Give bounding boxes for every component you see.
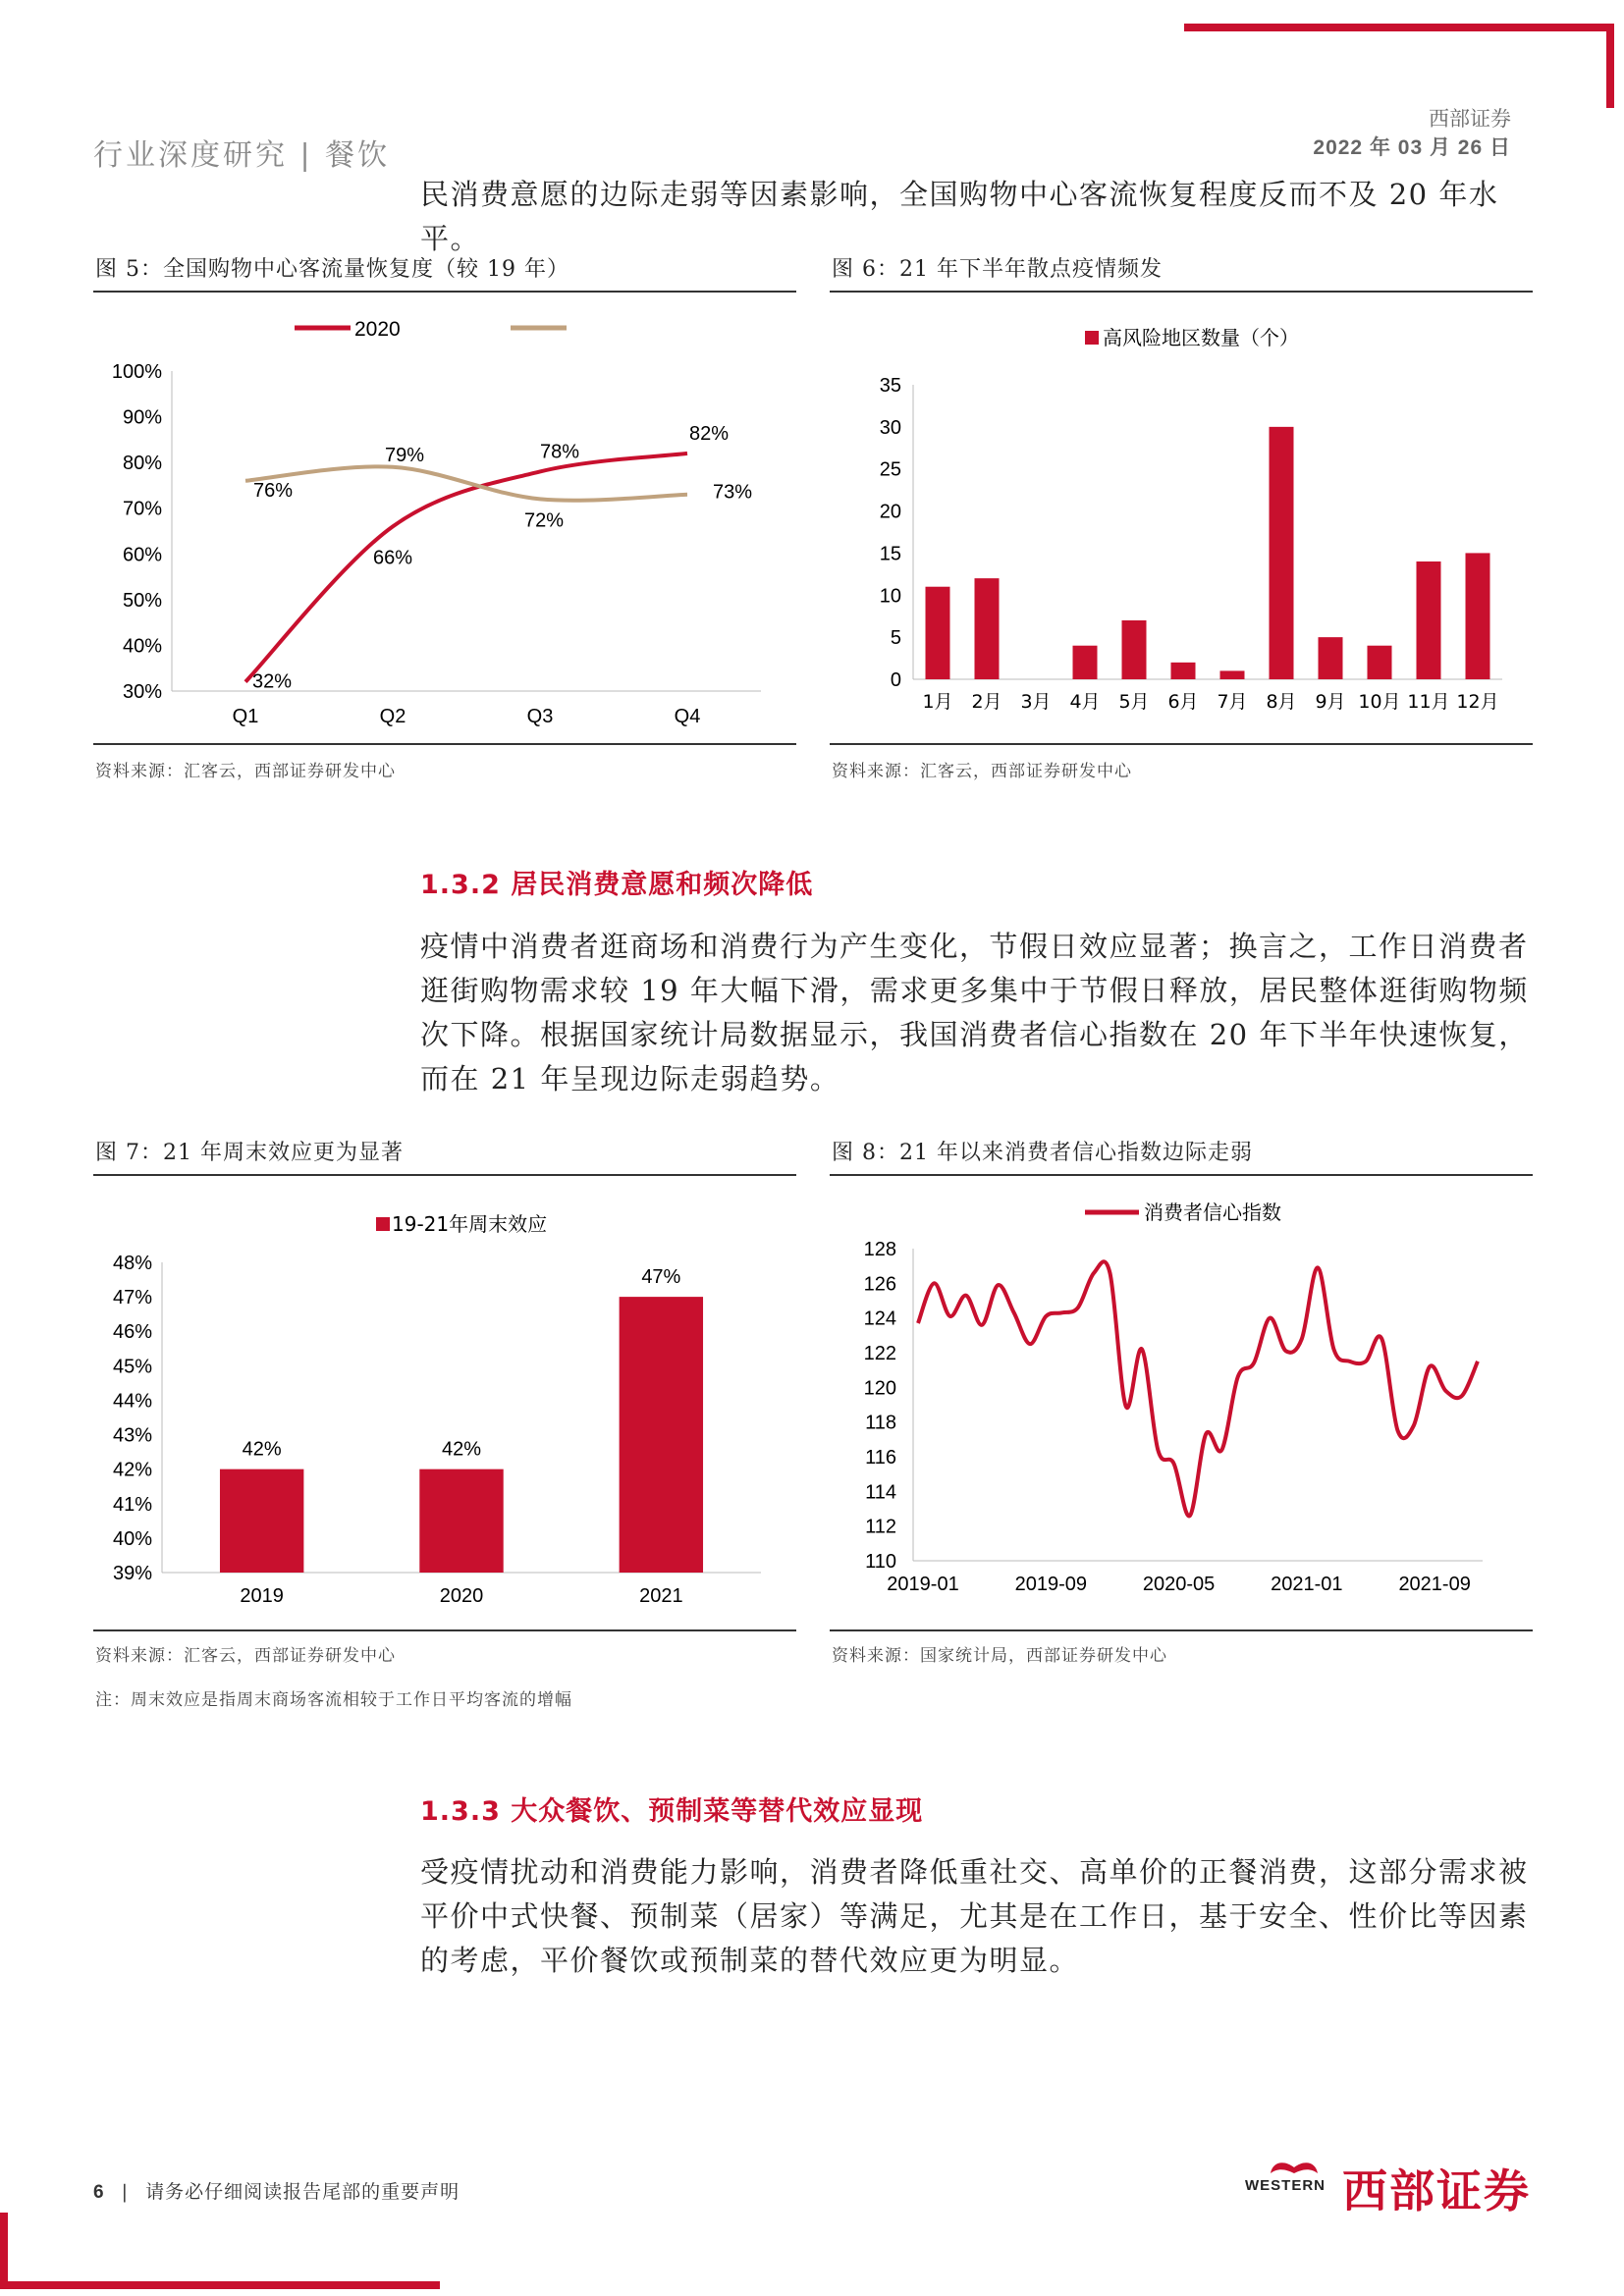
fig8-ytick-label: 114 <box>865 1481 896 1504</box>
fig5-xtick-label: Q1 <box>232 706 259 727</box>
fig5-xtick-label: Q4 <box>674 706 701 727</box>
fig6-bar <box>1417 561 1441 679</box>
fig5-series-2021-line <box>245 466 687 500</box>
fig8-xtick-label: 2021-09 <box>1398 1574 1471 1595</box>
fig8-ytick-label: 110 <box>865 1551 896 1573</box>
fig7-xtick-label: 2020 <box>439 1585 484 1607</box>
logo-cn: 西部证券 <box>1342 2164 1531 2217</box>
footer-disclaimer: 请务必仔细阅读报告尾部的重要声明 <box>145 2181 460 2203</box>
fig6-xtick-label: 6月 <box>1167 691 1199 713</box>
fig6-bar <box>1368 646 1392 679</box>
fig8-ytick-label: 112 <box>865 1516 896 1538</box>
fig7-bar <box>220 1469 303 1573</box>
fig7-ytick-label: 39% <box>112 1563 152 1584</box>
page-number: 6 <box>93 2182 105 2203</box>
fig7-ytick-label: 45% <box>112 1356 152 1378</box>
fig6-chart <box>830 294 1533 736</box>
intro-paragraph: 民消费意愿的边际走弱等因素影响，全国购物中心客流恢复程度反而不及 20 年水平。 <box>420 178 1499 255</box>
fig8-ytick-label: 122 <box>863 1343 896 1364</box>
fig6-legend <box>1085 326 1299 349</box>
fig5-data-label-2020: 78% <box>539 441 580 463</box>
fig5-data-label-2020: 66% <box>372 547 413 569</box>
fig5-chart <box>93 294 796 736</box>
fig5-ytick-label: 60% <box>122 544 162 566</box>
fig8-ytick-label: 118 <box>865 1412 896 1434</box>
fig8-legend-label: 消费者信心指数 <box>1144 1201 1281 1224</box>
fig6-xtick-label: 11月 <box>1407 691 1450 713</box>
fig6-xtick-label: 9月 <box>1315 691 1346 713</box>
fig8-top-rule <box>830 1174 1533 1176</box>
section-132-heading: 1.3.2 居民消费意愿和频次降低 <box>420 870 814 900</box>
fig7-title: 图 7：21 年周末效应更为显著 <box>95 1141 404 1165</box>
fig7-legend-label: 19-21年周末效应 <box>392 1212 548 1236</box>
fig6-top-rule <box>830 291 1533 293</box>
fig6-ytick-label: 30 <box>879 416 901 439</box>
fig6-ytick-label: 0 <box>890 669 901 691</box>
fig5-ytick-label: 30% <box>122 681 162 703</box>
fig6-xtick-label: 2月 <box>971 691 1002 713</box>
fig5-ytick-label: 40% <box>122 635 162 658</box>
fig7-legend <box>376 1212 547 1236</box>
section-133-heading: 1.3.3 大众餐饮、预制菜等替代效应显现 <box>420 1796 924 1827</box>
bottom-left-bar <box>0 2281 440 2289</box>
fig6-bar <box>1220 670 1245 679</box>
fig7-top-rule <box>93 1174 796 1176</box>
header-date: 2022 年 03 月 26 日 <box>1313 136 1511 159</box>
footer <box>93 2177 460 2204</box>
fig7-chart <box>93 1178 796 1626</box>
section-133-paragraph: 受疫情扰动和消费能力影响，消费者降低重社交、高单价的正餐消费，这部分需求被平价中式快餐、预制菜（居家）等满足，尤其是在工作日，基于安全、性价比等因素的考虑，平价餐饮或预制菜的替代效应更为明显。 <box>420 1855 1529 1977</box>
fig7-data-label: 42% <box>242 1438 282 1461</box>
fig6-xtick-label: 8月 <box>1266 691 1297 713</box>
logo-en: WESTERN <box>1245 2177 1326 2194</box>
fig8-xtick-label: 2020-05 <box>1142 1574 1216 1595</box>
fig8-chart <box>830 1178 1533 1626</box>
footer-separator: | <box>121 2181 130 2203</box>
fig6-ytick-label: 10 <box>879 585 901 608</box>
fig6-ytick-label: 20 <box>879 501 901 523</box>
top-right-edge <box>1606 24 1614 108</box>
fig8-ytick-label: 116 <box>865 1447 896 1468</box>
fig5-ytick-label: 100% <box>111 361 162 383</box>
fig7-xtick-label: 2021 <box>639 1585 683 1607</box>
fig8-ytick-label: 126 <box>863 1273 896 1296</box>
fig6-bar <box>1270 427 1294 679</box>
top-right-bar <box>1184 24 1614 31</box>
section-132-paragraph: 疫情中消费者逛商场和消费行为产生变化，节假日效应显著；换言之，工作日消费者逛街购物需求较 19 年大幅下滑，需求更多集中于节假日释放，居民整体逛街购物频次下降。根据国家统计局数据显示，我国消费者信心指数在 20 年下半年快速恢复，而在 21 年呈现边际走弱趋势。 <box>420 930 1529 1095</box>
fig7-ytick-label: 44% <box>112 1390 152 1413</box>
fig7-note: 注：周末效应是指周末商场客流相较于工作日平均客流的增幅 <box>95 1690 572 1710</box>
fig8-source: 资料来源：国家统计局，西部证券研发中心 <box>832 1646 1167 1666</box>
fig6-source: 资料来源：汇客云，西部证券研发中心 <box>832 762 1132 781</box>
fig7-source: 资料来源：汇客云，西部证券研发中心 <box>95 1646 396 1666</box>
fig5-data-label-2020: 32% <box>251 670 293 693</box>
fig5-series-2020-line <box>245 454 687 682</box>
fig8-xtick-label: 2019-09 <box>1014 1574 1087 1595</box>
fig5-title: 图 5：全国购物中心客流量恢复度（较 19 年） <box>95 257 569 282</box>
fig7-bar <box>419 1469 503 1573</box>
fig6-bottom-rule <box>830 743 1533 745</box>
fig7-data-label: 42% <box>441 1438 482 1461</box>
fig6-xtick-label: 3月 <box>1020 691 1052 713</box>
fig7-ytick-label: 47% <box>112 1287 152 1309</box>
logo-horns <box>1267 2156 1322 2177</box>
fig7-xtick-label: 2019 <box>240 1585 284 1607</box>
fig7-data-label: 47% <box>641 1266 681 1289</box>
fig7-ytick-label: 46% <box>112 1321 152 1344</box>
header-meta <box>1313 104 1511 163</box>
fig5-data-label-2021: 72% <box>523 509 565 532</box>
fig5-xtick-label: Q3 <box>526 706 554 727</box>
bottom-left-edge <box>0 2213 8 2289</box>
fig6-ytick-label: 15 <box>879 543 901 565</box>
fig6-xtick-label: 10月 <box>1358 691 1401 713</box>
fig6-legend-swatch <box>1085 331 1099 345</box>
fig5-data-label-2021: 73% <box>712 481 753 504</box>
fig7-bar <box>620 1297 703 1573</box>
fig6-xtick-label: 12月 <box>1456 691 1499 713</box>
fig8-ytick-label: 120 <box>863 1377 896 1400</box>
header-section: 行业深度研究 | 餐饮 <box>93 138 391 173</box>
header-brand: 西部证券 <box>1429 107 1511 131</box>
fig5-source: 资料来源：汇客云，西部证券研发中心 <box>95 762 396 781</box>
fig6-title: 图 6：21 年下半年散点疫情频发 <box>832 257 1163 282</box>
fig5-legend-label-2020: 2020 <box>354 318 401 341</box>
fig5-ytick-label: 90% <box>122 406 162 429</box>
fig8-series-line <box>918 1261 1478 1516</box>
fig7-ytick-label: 42% <box>112 1459 152 1481</box>
fig5-legend <box>295 318 567 341</box>
fig5-ytick-label: 70% <box>122 498 162 520</box>
fig7-ytick-label: 43% <box>112 1424 152 1447</box>
fig5-ytick-label: 80% <box>122 453 162 475</box>
fig8-title: 图 8：21 年以来消费者信心指数边际走弱 <box>832 1141 1253 1165</box>
fig8-ytick-label: 128 <box>863 1239 896 1260</box>
fig6-bar <box>1122 620 1147 679</box>
fig8-xtick-label: 2021-01 <box>1271 1574 1343 1595</box>
fig5-data-label-2021: 76% <box>252 479 294 502</box>
fig5-top-rule <box>93 291 796 293</box>
fig5-ytick-label: 50% <box>122 589 162 612</box>
fig6-ytick-label: 35 <box>879 375 901 397</box>
fig6-bar <box>1319 637 1343 679</box>
fig8-ytick-label: 124 <box>863 1308 896 1330</box>
fig6-bar <box>975 578 1000 679</box>
fig6-ytick-label: 25 <box>879 458 901 481</box>
fig6-bar <box>1171 663 1196 679</box>
fig7-legend-swatch <box>376 1217 390 1231</box>
fig8-legend <box>1085 1201 1281 1224</box>
fig5-bottom-rule <box>93 743 796 745</box>
fig6-xtick-label: 7月 <box>1217 691 1248 713</box>
fig6-bar <box>926 587 950 679</box>
fig6-bar <box>1073 646 1098 679</box>
fig8-bottom-rule <box>830 1629 1533 1631</box>
fig7-bottom-rule <box>93 1629 796 1631</box>
fig5-data-label-2021: 79% <box>384 444 425 466</box>
fig7-ytick-label: 48% <box>112 1253 152 1274</box>
fig5-xtick-label: Q2 <box>379 706 406 727</box>
fig6-xtick-label: 5月 <box>1118 691 1150 713</box>
fig6-xtick-label: 4月 <box>1069 691 1101 713</box>
fig5-data-label-2020: 82% <box>688 422 730 445</box>
fig6-xtick-label: 1月 <box>922 691 953 713</box>
fig8-xtick-label: 2019-01 <box>887 1574 959 1595</box>
fig6-ytick-label: 5 <box>890 627 901 650</box>
fig7-ytick-label: 41% <box>112 1493 152 1516</box>
fig6-bar <box>1466 553 1490 679</box>
fig6-legend-label: 高风险地区数量（个） <box>1103 326 1299 349</box>
fig7-ytick-label: 40% <box>112 1527 152 1550</box>
